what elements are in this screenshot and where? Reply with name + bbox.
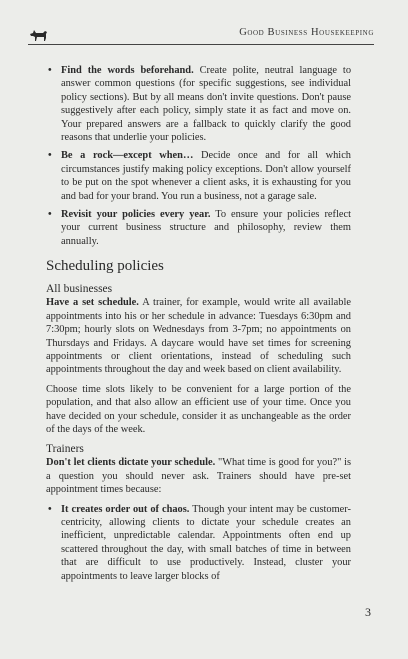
bullet-lead: Be a rock—except when… bbox=[61, 150, 194, 162]
bullet-lead: Revisit your policies every year. bbox=[61, 209, 211, 221]
list-item bbox=[46, 503, 351, 583]
trainers-list bbox=[46, 503, 351, 583]
dog-silhouette-icon bbox=[28, 27, 50, 43]
running-header-title: Good Business Housekeeping bbox=[239, 27, 374, 38]
list-item bbox=[46, 149, 351, 203]
bullet-icon: • bbox=[48, 209, 52, 221]
bullet-text: Create polite, neutral language to answer common questions (for specific suggestions, see individual policy sections). But by all means don't invite questions. Don't pause suggestively after each policy, simply state it as fact and move on. Your prepared answers are a fallback to quickly clarify the good reasons that underlie your policies. bbox=[61, 65, 352, 144]
subsection-heading-all-businesses: All businesses bbox=[46, 283, 113, 296]
bullet-icon: • bbox=[48, 65, 52, 76]
paragraph: Choose time slots likely to be convenient for a large portion of the population, and that also allow an efficient use of your time. Once you have decided on your schedule, consider it as unchangeable as the order of the days of the week. bbox=[46, 383, 351, 435]
bullet-icon: • bbox=[48, 150, 52, 162]
bullet-text: Though your intent may be customer-centricity, allowing clients to dictate your schedule creates an inefficient, unpredictable calendar. Appointments often end up scattered throughout the day, with small batches of time in between that are difficult to use productively. Instead, cluster your appointments to leave larger blocks of bbox=[61, 503, 351, 582]
bullet-text: To ensure your policies reflect your current business structure and philosophy, review them annually. bbox=[61, 209, 351, 247]
paragraph-text: "What time is good for you?" is a question you should never ask. Trainers should have pre-set appointment times because: bbox=[46, 457, 352, 496]
paragraph-lead: Don't let clients dictate your schedule. bbox=[46, 457, 216, 469]
paragraph bbox=[46, 296, 351, 376]
list-item bbox=[46, 208, 351, 248]
bullet-lead: Find the words beforehand. bbox=[61, 65, 194, 76]
running-header bbox=[28, 27, 374, 43]
page-body bbox=[46, 64, 351, 588]
bullet-icon: • bbox=[48, 503, 52, 515]
section-heading: Scheduling policies bbox=[46, 258, 164, 275]
list-item bbox=[46, 64, 351, 144]
tips-list bbox=[46, 64, 351, 248]
subsection-heading-trainers: Trainers bbox=[46, 443, 84, 456]
bullet-lead: It creates order out of chaos. bbox=[61, 503, 190, 515]
bullet-text: Decide once and for all which circumstances justify making policy exceptions. Don't allow yourself to be put on the spot whenever a client asks, it is exhausting for you and bad for your brand. You run a business, not a garage sale. bbox=[61, 150, 351, 202]
header-rule bbox=[28, 44, 374, 45]
paragraph bbox=[46, 456, 351, 496]
paragraph-text: A trainer, for example, would write all available appointments into his or her schedule in advance: Tuesdays 6:30pm and 7:30pm; hourly slots on Wednesdays from 3-7pm; no appointments on Thursdays and Fridays. A daycare would have set times for screening appointments or client orientations, instead of scheduling such appointments throughout the day and week based on client availability. bbox=[46, 297, 351, 376]
page-number: 3 bbox=[365, 605, 371, 619]
paragraph-lead: Have a set schedule. bbox=[46, 297, 139, 309]
